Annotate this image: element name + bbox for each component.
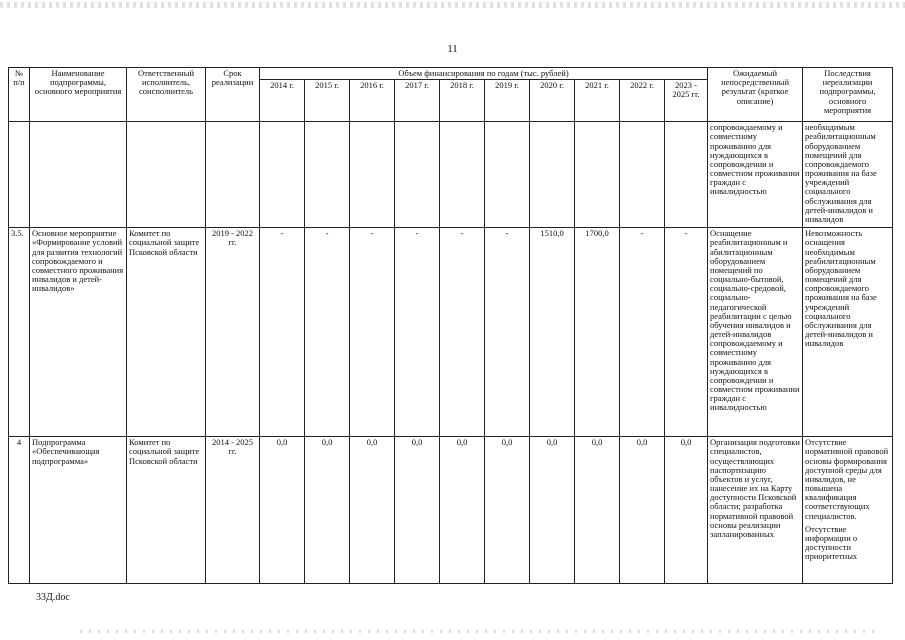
- header-year: 2015 г.: [305, 80, 350, 122]
- header-num: № п/п: [9, 68, 30, 122]
- table-row: [9, 437, 893, 584]
- cell-consequence: Невозможность оснащения необходимым реабилитационным оборудованием помещений для сопровождаемого проживания на базе учреждений социального обслуживания для детей-инвалидов и инвалидов: [803, 228, 893, 437]
- cell-term: [206, 122, 260, 228]
- header-year: 2017 г.: [395, 80, 440, 122]
- table-row: [9, 122, 893, 228]
- header-name: Наименование подпрограммы, основного мероприятия: [30, 68, 127, 122]
- cell-value: 0,0: [260, 437, 305, 584]
- header-year: 2018 г.: [440, 80, 485, 122]
- header-consequence: Последствия нереализации подпрограммы, основного мероприятия: [803, 68, 893, 122]
- header-result: Ожидаемый непосредственный результат (краткое описание): [708, 68, 803, 122]
- scan-noise-top: [0, 2, 905, 8]
- cell-num: 4: [9, 437, 30, 584]
- cell-value: 1700,0: [575, 228, 620, 437]
- cell-consequence: необходимым реабилитационным оборудованием помещений для сопровождаемого проживания на базе учреждений социального обслуживания для детей-инвалидов и инвалидов: [803, 122, 893, 228]
- cell-value: [530, 122, 575, 228]
- cell-name: Основное мероприятие «Формирование условий для развития технологий сопровождаемого и совместного проживания инвалидов и детей-инвалидов»: [30, 228, 127, 437]
- cell-result: Организация подготовки специалистов, осуществляющих паспортизацию объектов и услуг, нанесение их на Карту доступности Псковской области; разработка нормативной правовой основы реализации запланированных: [708, 437, 803, 584]
- cell-responsible: [127, 122, 206, 228]
- cell-value: 0,0: [665, 437, 708, 584]
- cell-value: -: [305, 228, 350, 437]
- cell-value: [350, 122, 395, 228]
- header-year: 2019 г.: [485, 80, 530, 122]
- cell-value: -: [395, 228, 440, 437]
- cell-value: -: [350, 228, 395, 437]
- cell-value: 1510,0: [530, 228, 575, 437]
- cell-value: [395, 122, 440, 228]
- cell-num: [9, 122, 30, 228]
- cell-result: Оснащение реабилитационным и абилитационным оборудованием помещений по социально-бытовой, социально-средовой, социально-педагогической реабилитации с целью обучения инвалидов и детей-инвалидов сопровождаемому и совместному проживанию для нуждающихся в сопровождении и совместном проживании граждан с инвалидностью: [708, 228, 803, 437]
- footer-filename: 33Д.doc: [36, 592, 70, 603]
- cell-num: 3.5.: [9, 228, 30, 437]
- header-year: 2023 - 2025 гг.: [665, 80, 708, 122]
- cell-responsible: Комитет по социальной защите Псковской области: [127, 228, 206, 437]
- cell-value: 0,0: [350, 437, 395, 584]
- cell-value: -: [620, 228, 665, 437]
- cell-value: [485, 122, 530, 228]
- cell-value: 0,0: [575, 437, 620, 584]
- cell-name: [30, 122, 127, 228]
- header-year: 2022 г.: [620, 80, 665, 122]
- cell-result: сопровождаемому и совместному проживанию для нуждающихся в сопровождении и совместном проживании граждан с инвалидностью: [708, 122, 803, 228]
- cell-value: 0,0: [620, 437, 665, 584]
- cell-value: 0,0: [530, 437, 575, 584]
- header-responsible: Ответственный исполнитель, соисполнитель: [127, 68, 206, 122]
- cell-value: 0,0: [485, 437, 530, 584]
- consequence-paragraph: Отсутствие информации о доступности приоритетных: [805, 523, 858, 562]
- header-year: 2014 г.: [260, 80, 305, 122]
- cell-value: 0,0: [395, 437, 440, 584]
- cell-value: -: [440, 228, 485, 437]
- header-term: Срок реализации: [206, 68, 260, 122]
- header-year: 2020 г.: [530, 80, 575, 122]
- scan-noise-bottom: [80, 630, 880, 633]
- cell-value: 0,0: [305, 437, 350, 584]
- cell-value: [575, 122, 620, 228]
- cell-term: 2014 - 2025 гг.: [206, 437, 260, 584]
- header-financing: Объем финансирования по годам (тыс. рублей): [260, 68, 708, 80]
- cell-value: -: [485, 228, 530, 437]
- cell-value: [305, 122, 350, 228]
- cell-value: -: [665, 228, 708, 437]
- cell-value: -: [260, 228, 305, 437]
- consequence-paragraph: Отсутствие нормативной правовой основы формирования доступной среды для инвалидов, не повышена квалификация соответствующих специалистов.: [805, 437, 889, 521]
- cell-value: [620, 122, 665, 228]
- cell-consequence: [803, 437, 893, 584]
- cell-value: [440, 122, 485, 228]
- header-year: 2016 г.: [350, 80, 395, 122]
- table-row: [9, 228, 893, 437]
- cell-value: 0,0: [440, 437, 485, 584]
- financing-table: [8, 67, 893, 584]
- header-year: 2021 г.: [575, 80, 620, 122]
- cell-name: Подпрограмма «Обеспечивающая подпрограмма»: [30, 437, 127, 584]
- cell-term: 2019 - 2022 гг.: [206, 228, 260, 437]
- page-number: 11: [447, 43, 458, 55]
- cell-value: [260, 122, 305, 228]
- cell-value: [665, 122, 708, 228]
- cell-responsible: Комитет по социальной защите Псковской области: [127, 437, 206, 584]
